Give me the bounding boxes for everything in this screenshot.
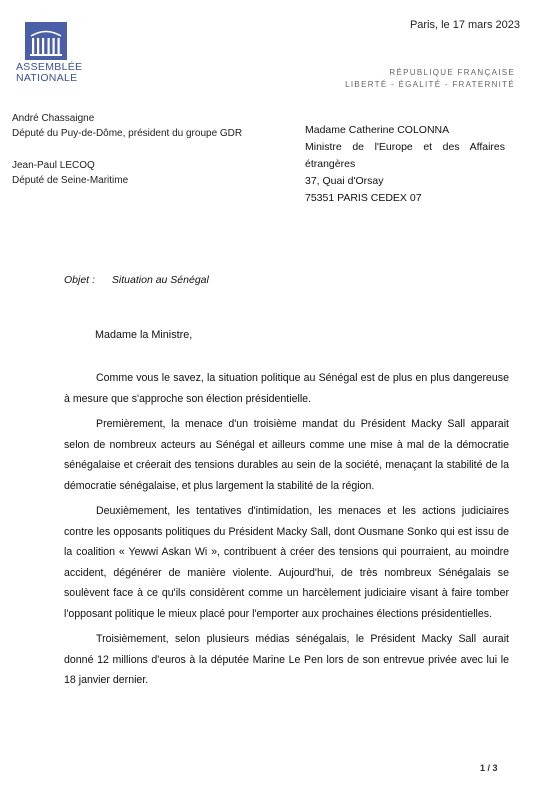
sender-name: Jean-Paul LECOQ — [12, 160, 95, 171]
subject-line — [64, 274, 209, 286]
devise-label: LIBERTÉ - ÉGALITÉ - FRATERNITÉ — [345, 80, 515, 89]
letter-body — [64, 368, 509, 696]
sender-1 — [12, 111, 242, 141]
hemicycle-icon — [25, 22, 67, 60]
republique-label: RÉPUBLIQUE FRANÇAISE — [389, 68, 515, 77]
assemblee-nationale-logo — [25, 22, 67, 60]
logo-line-1: ASSEMBLÉE — [16, 61, 83, 73]
sender-2 — [12, 158, 128, 188]
subject-value: Situation au Sénégal — [111, 274, 209, 286]
recipient-address — [305, 122, 505, 207]
recipient-city: 75351 PARIS CEDEX 07 — [305, 192, 422, 204]
republique-header — [340, 67, 515, 91]
recipient-street: 37, Quai d'Orsay — [305, 175, 384, 187]
paragraph-4: Troisièmement, selon plusieurs médias sénégalais, le Président Macky Sall aurait donné 12 millions d'euros à la députée Marine Le Pen lors de son entrevue privée avec lui le 18 janvier dernier. — [64, 633, 509, 686]
recipient-title-cont: étrangères — [305, 158, 356, 170]
salutation: Madame la Ministre, — [95, 329, 193, 341]
subject-label: Objet : — [64, 274, 95, 286]
sender-title: Député du Puy-de-Dôme, président du groupe GDR — [12, 128, 243, 139]
recipient-name: Madame Catherine COLONNA — [305, 124, 450, 136]
page-number: 1 / 3 — [480, 763, 498, 773]
paragraph-1: Comme vous le savez, la situation politique au Sénégal est de plus en plus dangereuse à mesure que s'approche son élection présidentielle. — [64, 372, 509, 405]
recipient-title: Ministre de l'Europe et des Affaires — [305, 141, 505, 153]
paragraph-2: Premièrement, la menace d'un troisième mandat du Président Macky Sall apparait selon de nombreux acteurs au Sénégal et ailleurs comme une mise à mal de la démocratie sénégalaise et créerait des tensions durables au sein de la société, menaçant la stabilité de la démocratie sénégalaise, et plus largement la stabilité de la région. — [64, 418, 509, 492]
paragraph-3: Deuxièmement, les tentatives d'intimidation, les menaces et les actions judiciaires contre les opposants politiques du Président Macky Sall, dont Ousmane Sonko qui est issu de la coalition « Yewwi Askan Wi », contribuent à créer des tensions qui pourraient, au moindre accident, dégénérer de manière violente. Aujourd'hui, de très nombreux Sénégalais se soulèvent face à ce qu'ils considèrent comme un harcèlement judiciaire visant à faire tomber l'opposant politique le mieux placé pour l'emporter aux prochaines élections présidentielles. — [64, 505, 509, 620]
logo-wordmark — [16, 62, 96, 84]
sender-title: Député de Seine-Maritime — [12, 175, 129, 186]
logo-line-2: NATIONALE — [16, 72, 78, 84]
letter-date: Paris, le 17 mars 2023 — [409, 19, 520, 31]
sender-name: André Chassaigne — [12, 113, 95, 124]
